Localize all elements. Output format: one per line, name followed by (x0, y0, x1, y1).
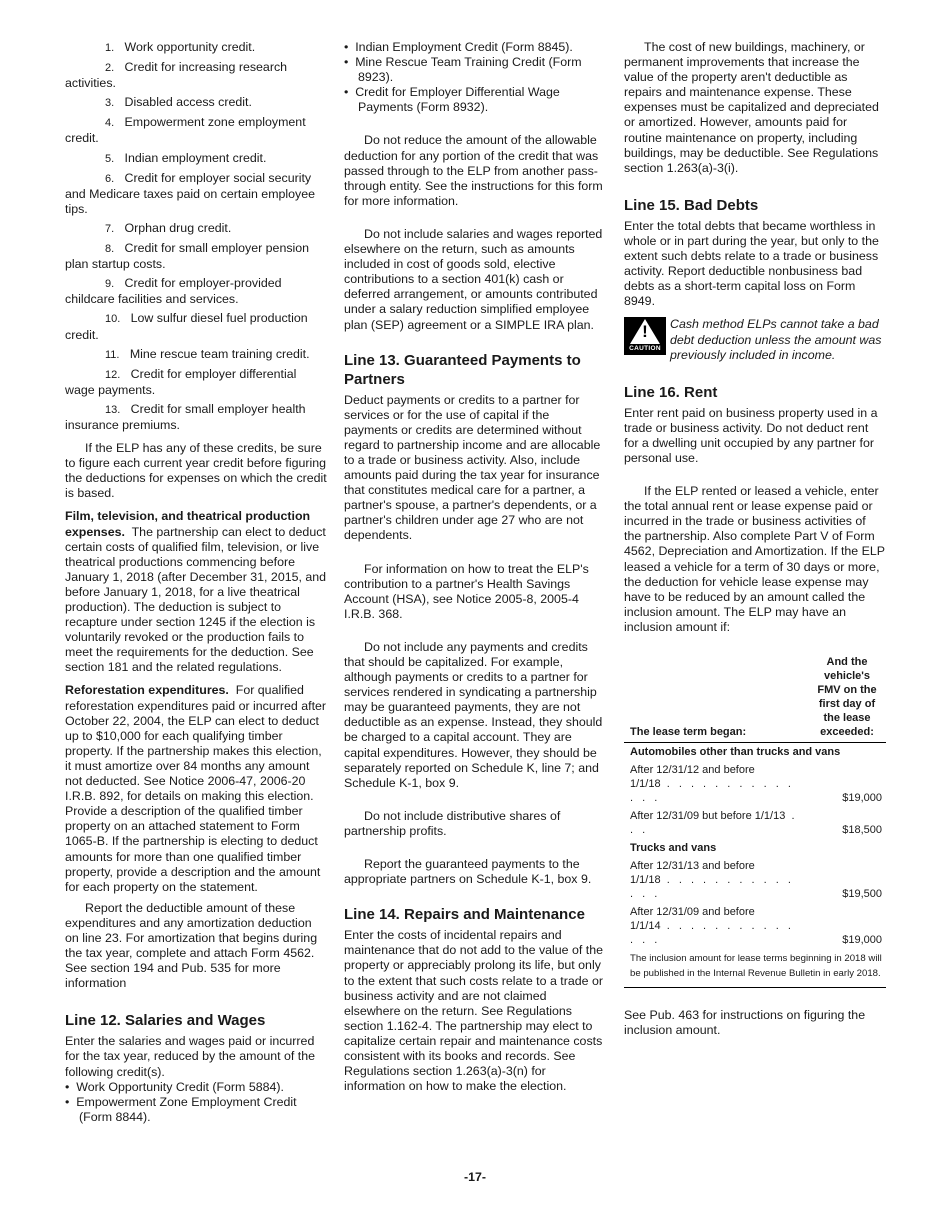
line12-text: Enter the salaries and wages paid or incurred for the tax year, reduced by the amount of the following credit(s). (65, 1034, 316, 1079)
row-amount: $19,500 (842, 888, 882, 900)
row-amount: $19,000 (842, 792, 882, 804)
credit-bullet: • Mine Rescue Team Training Credit (Form 8923). (344, 55, 582, 85)
credit-list-item (65, 115, 327, 146)
credit-text: Credit for employer social security and Medicare taxes paid on certain employee tips. (65, 170, 316, 216)
credit-list-item (65, 171, 327, 217)
film-heading: Film, television, and theatrical production expenses. (65, 509, 311, 539)
credit-list-item (65, 221, 327, 237)
salaries-exclusion-note: Do not include salaries and wages reported elsewhere on the return, such as amounts included in cost of goods sold, elective contributions to a section 401(k) cash or deferred arrangement, or amounts contributed under a salary reduction simplified employee plan (SEP) agreement or a SIMPLE IRA plan. (344, 226, 603, 332)
line15-heading: Line 15. Bad Debts (624, 196, 759, 214)
credit-text: Low sulfur diesel fuel production credit. (65, 311, 308, 342)
film-paragraph (65, 509, 327, 675)
row-term-date: 1/1/14 (630, 920, 661, 932)
bullet-text: Credit for Employer Differential Wage Payments (Form 8932). (355, 85, 560, 115)
row-term: After 12/31/09 and before (630, 906, 755, 918)
credits-note: If the ELP has any of these credits, be sure to figure each current year credit before figuring the deductions for expenses on which the credit is based. (65, 441, 327, 501)
row-term: After 12/31/12 and before (630, 764, 755, 776)
credit-number: 4. (105, 117, 115, 130)
bullet-text: Indian Employment Credit (Form 8845). (355, 40, 573, 54)
credit-bullet: • Indian Employment Credit (Form 8845). (344, 40, 573, 54)
credit-list-item (65, 40, 327, 56)
credit-bullet: • Credit for Employer Differential Wage Payments (Form 8932). (344, 85, 560, 115)
line13-profits-note: Do not include distributive shares of partnership profits. (344, 808, 561, 838)
credit-list-item (65, 276, 327, 307)
line14-heading: Line 14. Repairs and Maintenance (344, 906, 585, 924)
credit-text: Empowerment zone employment credit. (65, 115, 306, 146)
credit-text: Credit for employer differential wage payments. (65, 366, 297, 397)
credit-number: 7. (105, 222, 115, 235)
page-number: -17- (463, 1170, 487, 1184)
credit-list-item (65, 241, 327, 272)
credit-text: Disabled access credit. (124, 95, 252, 110)
credit-list (65, 40, 327, 433)
credit-text: Orphan drug credit. (124, 220, 232, 235)
table-group-autos: Automobiles other than trucks and vans (630, 746, 841, 758)
line14-text: Enter the costs of incidental repairs and maintenance that do not add to the value of the property or appreciably prolong its life, but only to the extent that such costs relate to a trade or business activity and are not claimed elsewhere on the return. See Regulations section 1.162-4. The partnership may elect to capitalize certain repair and maintenance costs consistent with its books and records. See Regulations section 1.263(a)-3(n) for information on how to make the election. (344, 928, 604, 1094)
credit-text: Mine rescue team training credit. (129, 346, 310, 361)
film-text: The partnership can elect to deduct certain costs of qualified film, television, or live theatrical productions commencing before January 1, 2018 (after December 31, 2015, and before January 1, 2018, for a live theatrical production). The deduction is subject to recapture under section 1245 if the election is voluntarily revoked or the production fails to meet the requirements for the deduction. See section 181 and the related regulations. (65, 524, 327, 675)
bullet-text: Mine Rescue Team Training Credit (Form 8923). (355, 55, 582, 85)
line13-report-note: Report the guaranteed payments to the appropriate partners on Schedule K-1, box 9. (344, 857, 592, 887)
row-term: After 12/31/09 but before 1/1/13 (630, 810, 786, 822)
reforestation-paragraph (65, 683, 327, 894)
credit-number: 8. (105, 243, 115, 256)
reforestation-text: For qualified reforestation expenditures paid or incurred after October 22, 2004, the ELP can elect to deduct up to $10,000 for each qualifying timber property. If the partnership makes this election, it must amortize over 84 months any amount not deducted. See Notice 2006-47, 2006-20 I.R.B. 892, for details on making this election. Provide a description of the qualified timber property on an attached statement to Form 1065-B. If the partnership is electing to deduct amounts for more than one qualified timber property, provide a description and the amount for each property on the statement. (65, 683, 327, 894)
credit-list-item (65, 347, 327, 363)
credit-list-item (65, 311, 327, 342)
row-term-date: 1/1/18 (630, 778, 661, 790)
credit-number: 3. (105, 97, 115, 110)
credit-number: 9. (105, 278, 115, 291)
line16-vehicle-note: If the ELP rented or leased a vehicle, enter the total annual rent or lease expense paid or incurred in the trade or business activities of the partnership. Also complete Part V of Form 4562, Depreciation and Amortization. If the ELP leased a vehicle for a term of 30 days or more, the deduction for vehicle lease expense may have to be reduced by an amount called the inclusion amount. The ELP may have an inclusion amount if: (624, 484, 885, 634)
credit-number: 11. (105, 348, 120, 361)
credit-number: 6. (105, 172, 115, 185)
line12-heading: Line 12. Salaries and Wages (65, 1012, 266, 1030)
row-amount: $18,500 (842, 824, 882, 836)
caution-icon: ! CAUTION (624, 317, 666, 355)
reforestation-heading: Reforestation expenditures. (65, 683, 229, 698)
credit-number: 1. (105, 42, 115, 54)
credit-number: 2. (105, 62, 115, 75)
line16-text: Enter rent paid on business property used in a trade or business activity. Do not deduct rent for a dwelling unit occupied by any partner for personal use. (624, 405, 878, 465)
credit-list-item (65, 402, 327, 433)
row-term: After 12/31/13 and before (630, 860, 755, 872)
credit-number: 10. (105, 313, 121, 326)
lease-term-header: The lease term began: (624, 653, 806, 743)
credit-text: Credit for increasing research activities. (65, 60, 288, 91)
line13-hsa-note: For information on how to treat the ELP's contribution to a partner's Health Savings Account (HSA), see Notice 2005-8, 2005-4 I.R.B. 368. (344, 561, 589, 621)
credit-list-item (65, 367, 327, 398)
caution-label: CAUTION (629, 345, 661, 353)
table-group-trucks: Trucks and vans (630, 842, 717, 854)
leader-dots: . . . . . . . . . . . . . . (630, 920, 794, 946)
row-term-date: 1/1/18 (630, 874, 661, 886)
leader-dots: . . . . . . . . . . . . . . (630, 778, 794, 804)
table-row (624, 903, 886, 949)
bullet-text: Work Opportunity Credit (Form 5884). (76, 1079, 284, 1094)
capitalize-note: The cost of new buildings, machinery, or permanent improvements that increase the value of the property aren't deductible as repairs and maintenance expense. These expenses must be capitalized and depreciated or amortized. However, amounts paid for routine maintenance on property, including buildings, may be deductible. See Regulations section 1.263(a)-3(i). (624, 40, 879, 175)
line15-text: Enter the total debts that became worthless in whole or in part during the year, but only to the extent such debts relate to a trade or business activity. Report deductible nonbusiness bad debts as a short-term capital loss on Form 8949. (624, 218, 879, 309)
pass-through-note: Do not reduce the amount of the allowable deduction for any portion of the credit that was passed through to the ELP from another pass-through entity. See the instructions for this form for more information. (344, 133, 603, 208)
table-row (624, 761, 886, 807)
line16-heading: Line 16. Rent (624, 383, 718, 401)
line13-heading: Line 13. Guaranteed Payments to Partners (344, 351, 581, 388)
table-row (624, 857, 886, 903)
credit-list-item (65, 60, 327, 91)
credit-text: Credit for small employer pension plan startup costs. (65, 241, 310, 272)
row-amount: $19,000 (842, 934, 882, 946)
column-middle (344, 40, 606, 1094)
credit-number: 12. (105, 368, 121, 381)
line12-bullet: • Work Opportunity Credit (Form 5884). (65, 1079, 284, 1094)
table-note: The inclusion amount for lease terms beginning in 2018 will be published in the Internal Revenue Bulletin in early 2018. (624, 949, 886, 988)
caution-text: Cash method ELPs cannot take a bad debt deduction unless the amount was previously included in income. (670, 317, 882, 362)
reforestation-report: Report the deductible amount of these expenditures and any amortization deduction on line 23. For amortization that begins during the tax year, complete and attach Form 4562. See section 194 and Pub. 535 for more information (65, 900, 318, 991)
line13-text: Deduct payments or credits to a partner for services or for the use of capital if the payments or credits are determined without regard to partnership income and are allocable to a trade or business activity. Also, include amounts paid during the tax year for insurance that constitutes medical care for a partner, a partner's spouse, a partner's dependents, or a partner's children under age 27 who are not dependents. (344, 392, 601, 543)
caution-box (624, 317, 886, 362)
fmv-header: And the vehicle's FMV on the first day of the lease exceeded: (806, 653, 886, 743)
credit-list-item (65, 95, 327, 111)
line13-capitalize-note: Do not include any payments and credits that should be capitalized. For example, although payments or credits to a partner for services rendered in syndicating a partnership may be guaranteed payments, they are not deductible as an expense. Instead, they should be charged to a capital account. They are capital expenditures. However, they should be separately reported on Schedule K, line 7; and Schedule K-1, box 9. (344, 639, 603, 790)
credit-text: Work opportunity credit. (124, 40, 256, 54)
see-pub-note: See Pub. 463 for instructions on figuring the inclusion amount. (624, 1008, 866, 1038)
column-right (624, 40, 886, 1038)
line12-bullet: • Empowerment Zone Employment Credit (Form 8844). (65, 1094, 297, 1124)
credit-text: Credit for employer-provided childcare facilities and services. (65, 276, 282, 307)
column-left (65, 40, 327, 1125)
lease-table (624, 653, 886, 988)
credit-text: Indian employment credit. (124, 150, 267, 165)
bullet-text: Empowerment Zone Employment Credit (Form 8844). (76, 1094, 297, 1124)
credit-list-item (65, 151, 327, 167)
credit-number: 13. (105, 403, 121, 416)
table-row (624, 807, 886, 839)
leader-dots: . . . . . . . . . . . . . . (630, 874, 794, 900)
leader-dots: . . . (630, 810, 798, 836)
table-header-row (624, 653, 886, 743)
credit-number: 5. (105, 152, 115, 165)
credit-text: Credit for small employer health insurance premiums. (65, 401, 306, 432)
